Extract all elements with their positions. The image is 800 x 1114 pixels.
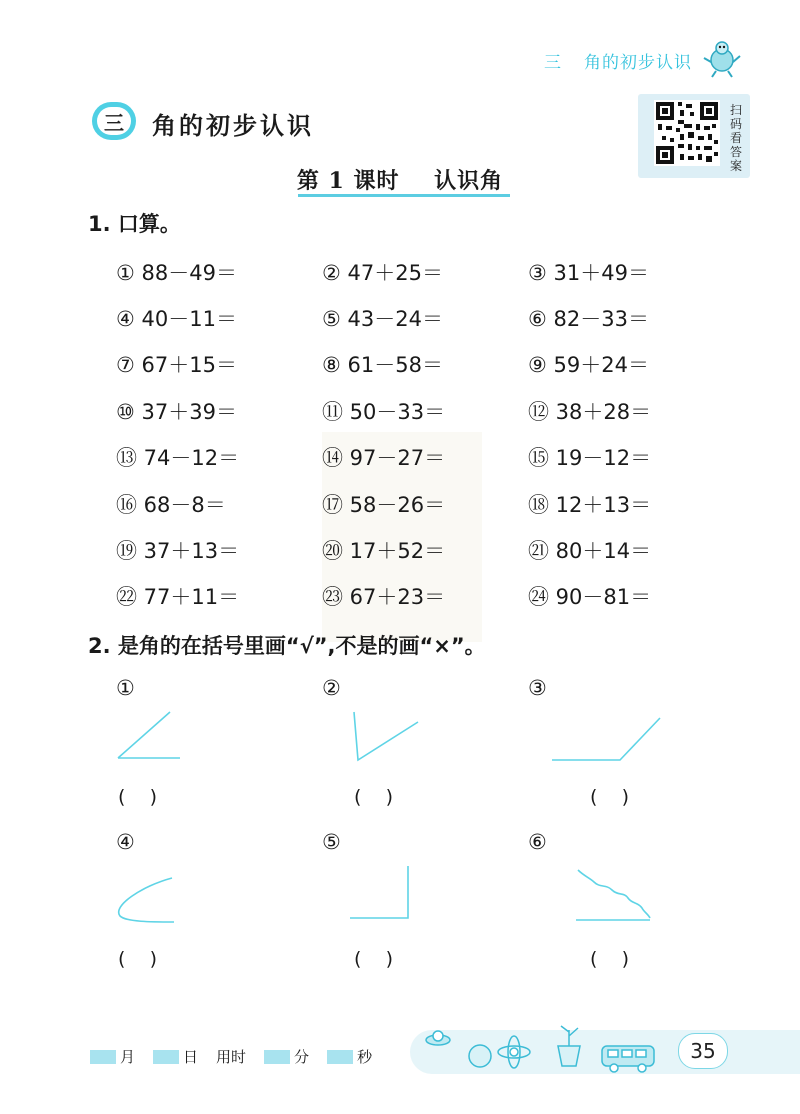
problem-item: ⑨ 59＋24＝ (528, 353, 649, 377)
problem-item: ③ 31＋49＝ (528, 261, 649, 285)
month-blank[interactable] (90, 1050, 116, 1064)
problem-item: ② 47＋25＝ (322, 261, 443, 285)
figure-label: ⑤ (322, 830, 341, 854)
figure-label: ③ (528, 676, 547, 700)
problem-item: ⑳ 17＋52＝ (322, 539, 446, 563)
qr-label-char: 扫 (729, 103, 742, 117)
problem-item: ① 88－49＝ (116, 261, 237, 285)
qr-label (728, 103, 744, 173)
qr-label-char: 答 (729, 145, 742, 159)
problem-item: ⑧ 61－58＝ (322, 353, 443, 377)
problem-item: ⑱ 12＋13＝ (528, 493, 652, 517)
angle-figure-1 (112, 706, 242, 786)
problem-item: ④ 40－11＝ (116, 307, 237, 331)
problem-item: ⑫ 38＋28＝ (528, 400, 652, 424)
unit-badge (92, 102, 136, 140)
curved-figure-4 (112, 866, 242, 946)
answer-parentheses[interactable]: ( ) (354, 786, 393, 808)
problem-item: ⑦ 67＋15＝ (116, 353, 237, 377)
day-blank[interactable] (153, 1050, 179, 1064)
seconds-blank[interactable] (327, 1050, 353, 1064)
wavy-figure-6 (572, 862, 702, 942)
month-label: 月 (120, 1048, 136, 1066)
minutes-blank[interactable] (264, 1050, 290, 1064)
time-used-label: 用时 (216, 1048, 247, 1066)
figure-label: ④ (116, 830, 135, 854)
figure-label: ① (116, 676, 135, 700)
qr-code-icon[interactable] (654, 100, 720, 166)
problem-item: ⑤ 43－24＝ (322, 307, 443, 331)
answer-parentheses[interactable]: ( ) (590, 786, 629, 808)
problem-item: ⑮ 19－12＝ (528, 446, 652, 470)
figure-label: ② (322, 676, 341, 700)
day-label: 日 (183, 1048, 199, 1066)
running-header-unit-name: 角的初步认识 (584, 53, 692, 73)
problem-item: ⑭ 97－27＝ (322, 446, 446, 470)
problem-item: ㉓ 67＋23＝ (322, 585, 446, 609)
problem-item: ⑪ 50－33＝ (322, 400, 446, 424)
problem-item: ⑬ 74－12＝ (116, 446, 240, 470)
footer-decoration-icons (418, 1018, 668, 1076)
problem-item: ㉔ 90－81＝ (528, 585, 652, 609)
lesson-title-underline (298, 194, 510, 197)
unit-title: 角的初步认识 (152, 112, 314, 140)
qr-label-char: 案 (729, 159, 742, 173)
answer-parentheses[interactable]: ( ) (354, 948, 393, 970)
footer-date-fields (90, 1046, 372, 1067)
problem-item: ⑥ 82－33＝ (528, 307, 649, 331)
problem-item: ㉒ 77＋11＝ (116, 585, 240, 609)
question-1-title: 1. 口算。 (88, 212, 181, 236)
running-header (544, 48, 692, 73)
problem-item: ⑩ 37＋39＝ (116, 400, 237, 424)
answer-parentheses[interactable]: ( ) (590, 948, 629, 970)
running-header-unit-number: 三 (544, 53, 562, 73)
lesson-title: 第 1 课时 认识角 (296, 168, 504, 194)
mascot-icon (702, 38, 742, 78)
angle-figure-2 (350, 706, 480, 786)
not-angle-figure-3 (548, 706, 678, 786)
qr-label-char: 码 (729, 117, 742, 131)
seconds-label: 秒 (357, 1048, 373, 1066)
answer-parentheses[interactable]: ( ) (118, 948, 157, 970)
minutes-label: 分 (294, 1048, 310, 1066)
problem-item: ⑲ 37＋13＝ (116, 539, 240, 563)
page-number: 35 (678, 1033, 728, 1069)
problem-item: ⑯ 68－8＝ (116, 493, 226, 517)
unit-badge-number: 三 (97, 107, 131, 135)
problem-item: ⑰ 58－26＝ (322, 493, 446, 517)
answer-parentheses[interactable]: ( ) (118, 786, 157, 808)
right-angle-figure-5 (346, 856, 476, 936)
qr-label-char: 看 (729, 131, 742, 145)
question-2-title: 2. 是角的在括号里画“√”,不是的画“×”。 (88, 634, 486, 658)
problem-item: ㉑ 80＋14＝ (528, 539, 652, 563)
figure-label: ⑥ (528, 830, 547, 854)
